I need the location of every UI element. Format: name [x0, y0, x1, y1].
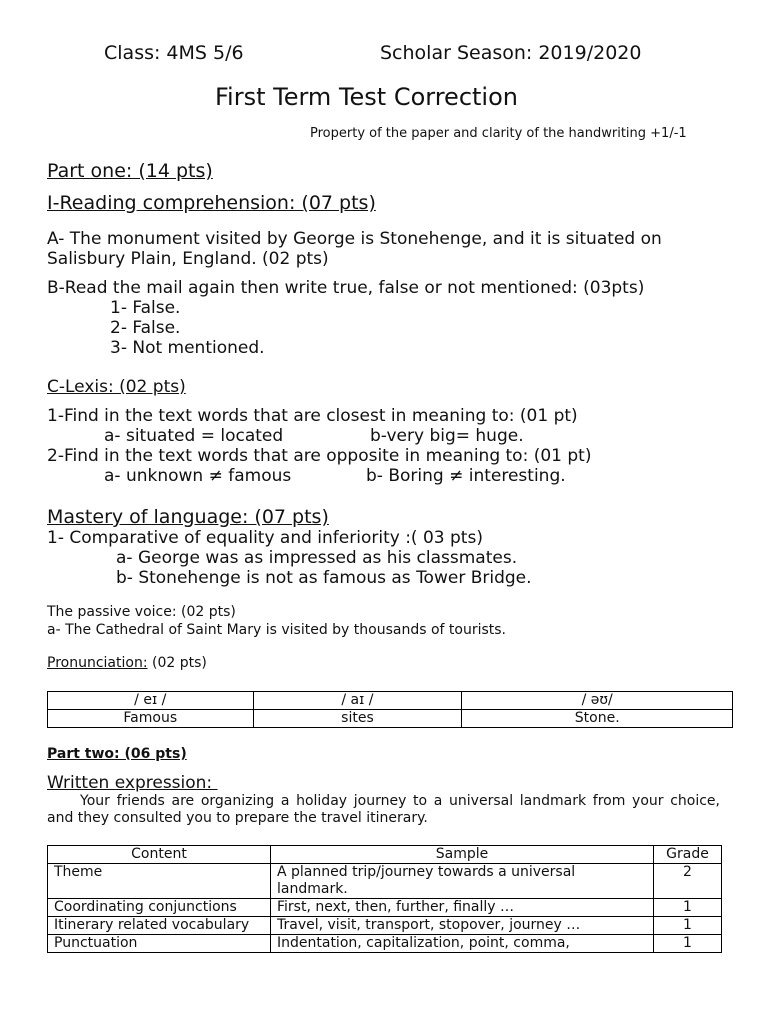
season-label: Scholar Season: 2019/2020: [380, 42, 642, 64]
pronunciation-points: (02 pts): [147, 655, 207, 671]
rubric-table: [47, 845, 722, 953]
answer-b-3: 3- Not mentioned.: [110, 338, 265, 358]
mastery-heading: Mastery of language: (07 pts): [47, 506, 329, 528]
lexis-q1: 1-Find in the text words that are closest in meaning to: (01 pt): [47, 406, 578, 426]
table-cell: 1: [654, 935, 722, 953]
written-heading: Written expression:: [47, 773, 218, 793]
table-cell: Famous: [48, 710, 254, 728]
passive-answer: a- The Cathedral of Saint Mary is visited by thousands of tourists.: [47, 622, 506, 638]
table-cell: Coordinating conjunctions: [48, 899, 271, 917]
table-cell: / əʊ/: [462, 692, 733, 710]
lexis-q1-b: b-very big= huge.: [370, 426, 524, 446]
pronunciation-heading: [47, 655, 207, 671]
table-row: [48, 846, 722, 864]
table-row: [48, 917, 722, 935]
page-title: First Term Test Correction: [215, 83, 518, 111]
table-cell: Grade: [654, 846, 722, 864]
mastery-q1: 1- Comparative of equality and inferiority :( 03 pts): [47, 528, 483, 548]
answer-b-2: 2- False.: [110, 318, 181, 338]
table-cell: Theme: [48, 864, 271, 899]
table-cell: Punctuation: [48, 935, 271, 953]
table-cell: 1: [654, 899, 722, 917]
table-cell: 2: [654, 864, 722, 899]
lexis-heading: C-Lexis: (02 pts): [47, 377, 186, 397]
table-cell: A planned trip/journey towards a universal landmark.: [271, 864, 654, 899]
lexis-q1-a: a- situated = located: [104, 426, 284, 446]
table-cell: 1: [654, 917, 722, 935]
lexis-q2-a: a- unknown ≠ famous: [104, 466, 292, 486]
reading-heading: I-Reading comprehension: (07 pts): [47, 192, 376, 214]
table-cell: / eɪ /: [48, 692, 254, 710]
table-row: [48, 935, 722, 953]
table-cell: Travel, visit, transport, stopover, journey …: [271, 917, 654, 935]
table-row: [48, 692, 733, 710]
table-cell: First, next, then, further, finally …: [271, 899, 654, 917]
mastery-q1-a: a- George was as impressed as his classmates.: [116, 548, 518, 568]
pronunciation-table: [47, 691, 733, 728]
mastery-q1-b: b- Stonehenge is not as famous as Tower Bridge.: [116, 568, 532, 588]
answer-a-line1: A- The monument visited by George is Stonehenge, and it is situated on: [47, 229, 662, 249]
pronunciation-label: Pronunciation:: [47, 655, 148, 671]
question-b: B-Read the mail again then write true, false or not mentioned: (03pts): [47, 278, 645, 298]
answer-b-1: 1- False.: [110, 298, 181, 318]
answer-a-line2: Salisbury Plain, England. (02 pts): [47, 249, 329, 269]
part-one-heading: Part one: (14 pts): [47, 160, 213, 182]
table-row: [48, 899, 722, 917]
table-row: [48, 710, 733, 728]
table-cell: / aɪ /: [253, 692, 462, 710]
table-cell: Content: [48, 846, 271, 864]
property-note: Property of the paper and clarity of the handwriting +1/-1: [310, 126, 687, 141]
passive-heading: The passive voice: (02 pts): [47, 604, 236, 620]
table-cell: Itinerary related vocabulary: [48, 917, 271, 935]
part-two-heading: Part two: (06 pts): [47, 746, 187, 762]
table-row: [48, 864, 722, 899]
table-cell: Indentation, capitalization, point, comma,: [271, 935, 654, 953]
table-cell: sites: [253, 710, 462, 728]
written-prompt: Your friends are organizing a holiday journey to a universal landmark from your choice, and they consulted you to prepare the travel itinerary.: [47, 793, 720, 826]
table-cell: Stone.: [462, 710, 733, 728]
lexis-q2: 2-Find in the text words that are opposite in meaning to: (01 pt): [47, 446, 592, 466]
table-cell: Sample: [271, 846, 654, 864]
class-label: Class: 4MS 5/6: [104, 42, 244, 64]
lexis-q2-b: b- Boring ≠ interesting.: [366, 466, 566, 486]
